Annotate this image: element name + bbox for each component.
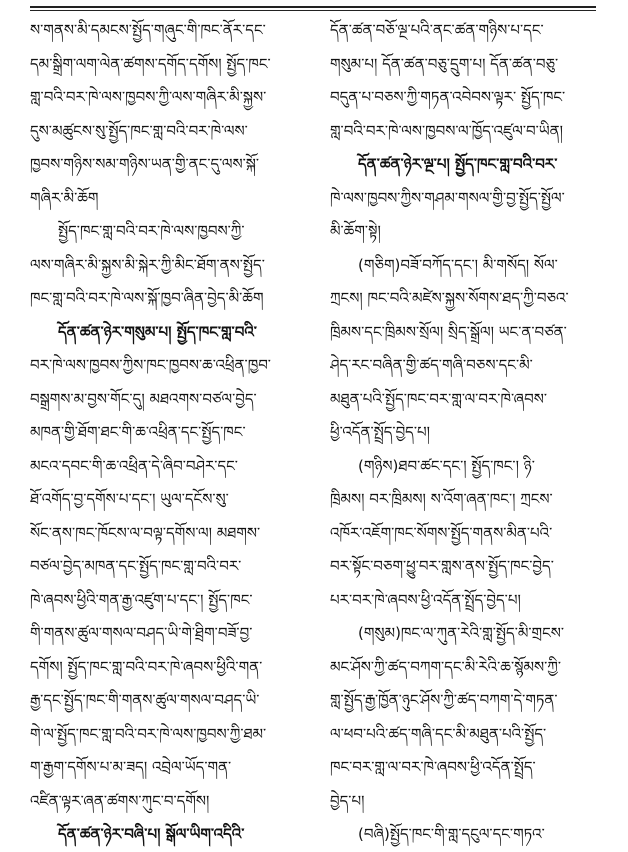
text-line: ཀྲངས། ཁང་བའི་མཛེས་སྐྱས་སོགས་ཐད་ཀྱི་བཅའ་ <box>330 289 569 307</box>
text-line: དགོས། སྤྱོད་ཁང་གླ་བའི་བར་ཁེ་ཞབས་ཕྱིའི་གན་ <box>30 657 263 676</box>
text-line: མཁན་གྱི་ཐོག་ཐང་གི་ཆ་འཕྲིན་དང་སྤྱོད་ཁང་ <box>30 423 246 441</box>
text-line: གི་གནས་ཚུལ་གསལ་བཤད་ཡི་གེ་ཐྲིག་བཟོ་བྱ་ <box>30 624 253 642</box>
text-line: གླ་བའི་བར་ཁེ་ལས་ཁྱབས་ཀྱི་ལས་གཞིར་མི་སྐྱས་ <box>30 88 267 106</box>
article-heading-line: དོན་ཚན་ཉེར་གསུམ་པ། སྤྱོད་ཁང་གླ་བའི་ <box>58 322 257 341</box>
text-line: ཤེད་རང་བཞིན་གྱི་ཚད་གཞི་བཅས་དང་མི་ <box>330 356 533 374</box>
text-line: ཁྲིམས་དང་ཁྲིམས་སྲོལ། སྲིད་སྒྲོལ། ཡང་ན་བཙན་ <box>330 322 567 341</box>
text-line: དམ་སྒྲིག་ལག་ལེན་ཚགས་དགོད་དགོས། སྤྱོད་ཁང་ <box>30 54 271 73</box>
text-line: དོན་ཚན་བཅོ་ལྔ་པའི་ནང་ཚན་གཉིས་པ་དང་ <box>330 21 544 39</box>
text-line: གཞིར་མི་ཆོག <box>30 188 99 207</box>
text-line: ཕྱི་འདོན་སྤྲོད་བྱེད་པ། <box>330 423 430 441</box>
right-column <box>330 14 602 852</box>
text-line: མི་ཆོག་སྟེ། <box>330 222 381 240</box>
header-rule-thin <box>30 10 596 11</box>
text-line: ཁྱབས་གཉིས་སམ་གཉིས་ཡན་གྱི་ནང་དུ་ལས་སྐོ་ <box>30 155 259 173</box>
text-line: ཁྲིམས། བར་ཁྲིམས། ས་འོག་ཞན་ཁང་། ཀྲངས་ <box>330 490 553 508</box>
text-line: དུས་མཚུངས་སུ་སྤྱོད་ཁང་གླ་བའི་བར་ཁེ་ལས་ <box>30 121 248 140</box>
text-line: བྱེད་པ། <box>330 791 365 810</box>
text-line: (གསུམ)ཁང་ལ་ཀུན་རེའི་གླ་སྤྱོད་མི་གྲངས་ <box>358 624 565 642</box>
text-line: འཛིན་ལྟར་ཞན་ཚགས་ཀུང་བ་དགོས། <box>30 791 210 810</box>
text-line: ཁང་གླ་བའི་བར་ཁེ་ལས་སྐོ་ཁྱབ་ཞིན་བྱེད་མི་ཆོག <box>30 289 264 307</box>
text-line: པར་བར་ཁེ་ཞབས་ཕྱི་འདོན་སྤྲོད་བྱེད་པ། <box>330 590 521 609</box>
text-line: བར་སྟོང་བཅག་ཕྱུ་བར་གླས་ནས་སྤྱོད་ཁང་བྱེད་ <box>330 557 554 575</box>
text-line: ལ་ཕབ་པའི་ཚད་གཞི་དང་མི་མཐུན་པའི་སྤྱོད་ <box>330 724 547 743</box>
text-line: འཁོར་འཇོག་ཁང་སོགས་སྤྱོད་གནས་མིན་པའི་ <box>330 523 553 542</box>
text-line: བཙལ་བྱེད་མཁན་དང་སྤྱོད་ཁང་གླ་བའི་བར་ <box>30 557 242 575</box>
text-line: མང་ཤོས་ཀྱི་ཚད་བཀག་དང་མི་རེའི་ཆ་སྙོམས་ཀྱི་ <box>330 657 561 676</box>
text-line: བར་ཁེ་ལས་ཁྱབས་ཀྱིས་ཁང་ཁྱབས་ཆ་འཕྲིན་ཁྱབ་ <box>30 356 271 374</box>
text-line: (གཅིག)བཟོ་བཀོད་དང་། མི་གསོད། སོལ་ <box>358 255 558 274</box>
text-line: མངའ་དབང་གི་ཆ་འཕྲིན་དེ་ཞིབ་བཤེར་དང་ <box>30 456 238 475</box>
text-line: སོང་ནས་ཁང་ཁོངས་ལ་བལྟ་དགོས་ལ། མཐགས་ <box>30 523 261 542</box>
text-line: ག་རྒྱག་དགོས་པ་མ་ཟད། འབྲེལ་ཡོད་གན་ <box>30 758 232 776</box>
text-line: ལས་གཞིར་མི་སྐྱས་མི་སྐེར་ཀྱི་མིང་ཐོག་ནས་སྤྱོད་ <box>30 255 265 274</box>
header-rule-thick <box>30 6 596 8</box>
text-line: བདུན་པ་བཅས་ཀྱི་གཏན་འབེབས་ལྟར་ སྤྱོད་ཁང་ <box>330 88 566 106</box>
text-line: གླ་སྤྱོད་རྒྱ་ཁྱོན་ཉུང་ཤོས་ཀྱི་ཚད་བཀག་དེ་གཏན་ <box>330 691 558 709</box>
text-line: རྒྱ་དང་སྤྱོད་ཁང་གི་གནས་ཚུལ་གསལ་བཤད་ཡི་ <box>30 691 260 709</box>
text-line: མཐུན་པའི་སྤྱོད་ཁང་བར་གླ་ལ་བར་ཁེ་ཞབས་ <box>330 389 548 408</box>
text-line: ཁེ་ཞབས་ཕྱིའི་གན་རྒྱ་འཛུག་པ་དང་། སྤྱོད་ཁང་ <box>30 590 253 609</box>
text-line: གླ་བའི་བར་ཁེ་ལས་ཁྱབས་ལ་ཁྱོད་འཛུལ་བ་ཡིན། <box>330 121 563 140</box>
text-line: བསྒྲགས་མ་བྱས་གོང་དུ། མཐའགས་བཙལ་བྱེད་ <box>30 389 257 408</box>
text-line: གསུམ་པ། དོན་ཚན་བཅུ་དྲུག་པ། དོན་ཚན་བཅུ་ <box>330 54 559 73</box>
text-line: ཐོ་འགོད་བྱ་དགོས་པ་དང་། ཡུལ་དངོས་སུ་ <box>30 490 229 508</box>
article-heading-line: དོན་ཚན་ཉེར་ལྔ་པ། སྤྱོད་ཁང་གླ་བའི་བར་ <box>358 155 558 173</box>
text-line: ཁང་བར་གླ་ལ་བར་ཁེ་ཞབས་ཕྱི་འདོན་སྤྲོད་ <box>330 758 536 776</box>
text-line: (གཉིས)ཐབ་ཚང་དང་། སྤྱོད་ཁང་། ཉི་ <box>358 456 535 475</box>
left-column <box>30 14 300 852</box>
text-line: (བཞི)སྤྱོད་ཁང་གི་གླ་དངུལ་དང་གཏའ་ <box>358 825 545 843</box>
text-line: ཁེ་ལས་ཁྱབས་ཀྱིས་གཤམ་གསལ་གྱི་བྱ་སྤྱོད་སྤྱོལ་ <box>330 188 565 207</box>
text-line: སྤྱོད་ཁང་གླ་བའི་བར་ཁེ་ལས་ཁྱབས་ཀྱི་ <box>58 222 245 240</box>
article-heading-line: དོན་ཚན་ཉེར་བཞི་པ། སྒོལ་ཡིག་འདིའི་ <box>58 825 245 843</box>
text-line: ས་གནས་མི་དམངས་སྤྱོད་གཞུང་གི་ཁང་ནོར་དང་ <box>30 21 266 39</box>
text-line: གེ་ལ་སྤྱོད་ཁང་གླ་བའི་བར་ཁེ་ལས་ཁྱབས་ཀྱི་ཐམ་ <box>30 724 267 743</box>
